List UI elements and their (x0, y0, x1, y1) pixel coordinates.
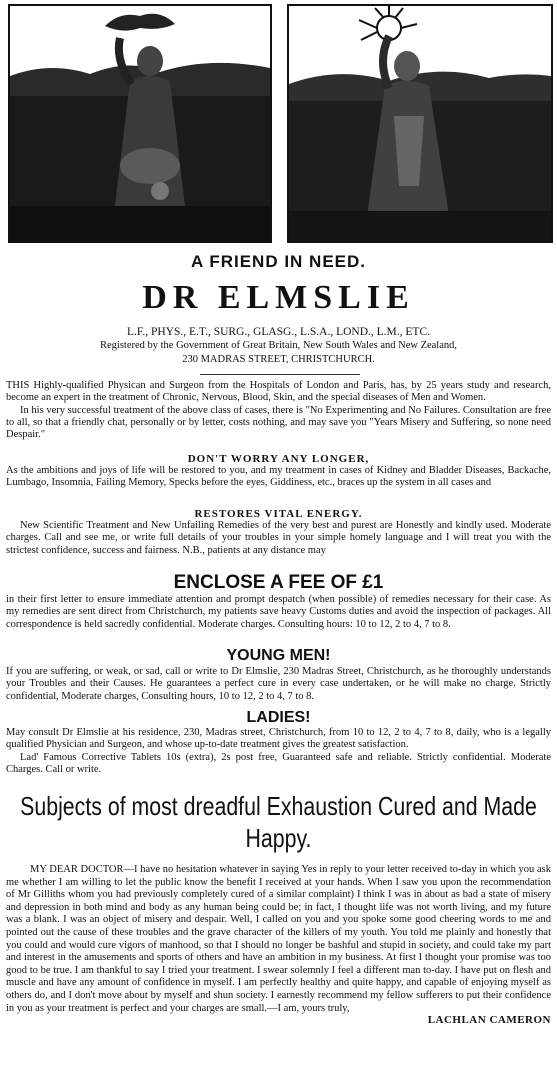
worry-title: DON'T WORRY ANY LONGER, (187, 453, 370, 465)
ladies-title: LADIES! (246, 709, 311, 726)
young-men-section (6, 646, 551, 703)
address: 230 MADRAS STREET, CHRISTCHURCH. (182, 354, 375, 365)
vital-title: RESTORES VITAL ENERGY. (194, 508, 363, 520)
ladies-section (6, 708, 551, 776)
credentials (6, 325, 551, 367)
advert-heading: A FRIEND IN NEED. (190, 252, 367, 271)
intro-paragraph-2: In his very successful treatment of the above class of cases, there is "No Experimenting and No Failures. Consultation are free to all, so that a friendly chat, personally or by letter, costs nothing, and may save you "Years Misery and Suffering, so none need Despair." (6, 404, 551, 441)
illustration-woman-before (8, 4, 272, 243)
vital-section (6, 508, 551, 557)
worry-text: As the ambitions and joys of life will be restored to you, and my treatment in cases of Kidney and Bladder Diseases, Backache, Lumbago, Insomnia, Failing Memory, Specks before the eyes, Giddiness, etc., braces up the system in all cases and (6, 465, 551, 489)
worry-section (6, 453, 551, 490)
young-men-title: YOUNG MEN! (226, 647, 331, 664)
testimonial-headline: Subjects of most dreadful Exhaustion Cured and Made Happy. (20, 791, 537, 853)
young-men-text: If you are suffering, or weak, or sad, call or write to Dr Elmslie, 230 Madras Street, Christchurch, as he thoroughly understands your Troubles and their Causes. He guarantees a perfect cure in every case undertaken, or he will make no charge. Strictly confidential, Moderate charges, Consulting hours, 10 to 12, 2 to 4, 7 to 8. (6, 666, 551, 702)
doctor-name: DR ELMSLIE (142, 279, 415, 316)
fee-text: in their first letter to ensure immediate attention and prompt despatch (when possible) of remedies necessary for their case. As my remedies are sent direct from Christchurch, my patients save heavy Customs duties and avoid the inspection of packages. All correspondence is held sacredly confidential. Moderate charges. Consulting hours: 10 to 12, 2 to 4, 7 to 8. (6, 594, 551, 630)
credentials-degrees: L.F., PHYS., E.T., SURG., GLASG., L.S.A., LOND., L.M., ETC. (127, 326, 430, 338)
fee-section (6, 572, 551, 631)
intro-paragraph-1: THIS Highly-qualified Physican and Surgeon from the Hospitals of London and Paris, has, by 25 years study and research, become an expert in the treatment of Chronic, Nervous, Blood, Skin, and the special diseases of Men and Women. (6, 380, 551, 404)
intro-section (6, 380, 551, 441)
divider-rule (200, 374, 360, 375)
letter-signature: LACHLAN CAMERON (427, 1014, 551, 1027)
vital-text: New Scientific Treatment and New Unfailing Remedies of the very best and purest are Honestly and kindly used. Moderate charges. Call and see me, or write full details of your troubles in your simple homely language and I will treat you with the strictest confidence, success and fairness. N.B., patients at any distance may (6, 520, 551, 556)
credentials-registration: Registered by the Government of Great Britain, New South Wales and New Zealand, (99, 340, 458, 351)
illustration-woman-after (287, 4, 553, 243)
testimonial-letter (6, 864, 551, 1026)
fee-title: ENCLOSE A FEE OF £1 (173, 572, 384, 593)
ladies-text: May consult Dr Elmslie at his residence, 230, Madras street, Christchurch, from 10 to 12, 2 to 4, 7 to 8, daily, who is a legally qualified Physician and Surgeon, and whose up-to-date treatment gives the greatest satisfaction. (6, 727, 551, 751)
letter-text: MY DEAR DOCTOR—I have no hesitation whatever in saying Yes in reply to your letter received to-day in which you ask me whether I am willing to let the public know the benefit I received at your hands. When I saw you upon the recommendation of Mr Gilliths whom you had previously completely cured of a similar complaint) I think I was in about as bad a state of misery and depression in both mind and body as any human being could be; in fact, I thought life was not worth living, and my future was a blank. I was an object of misery and despair. Well, I called on you and you spoke some good cheering words to me and pointed out the cause of these troubles and the grave character of the killers of my youth. You told me plainly and honestly that you could and would cure vigors of manhood, so that I should no longer be bashful and stupid in society, and could take my part and interest in the amusements and sports of others and have an ambition in my business. At first I thought your promise was too good to be true. I am thankful to say I tried your treatment. I swear solemnly I feel a different man to-day. I have put on flesh and muscle and have any amount of confidence in myself. I am perfectly healthy and quite happy, and capable of enjoying myself as others do, and I don't move about by myself and shun society. I earnestly recommend my fellow sufferers to put their confidence in you as your treatment is perfect and your charges are small.—I am, yours truly, (6, 864, 551, 1014)
ladies-tablets-text: Lad' Famous Corrective Tablets 10s (extra), 2s post free, Guaranteed safe and reliable. Strictly confidential. Moderate Charges. Call or write. (6, 751, 551, 775)
